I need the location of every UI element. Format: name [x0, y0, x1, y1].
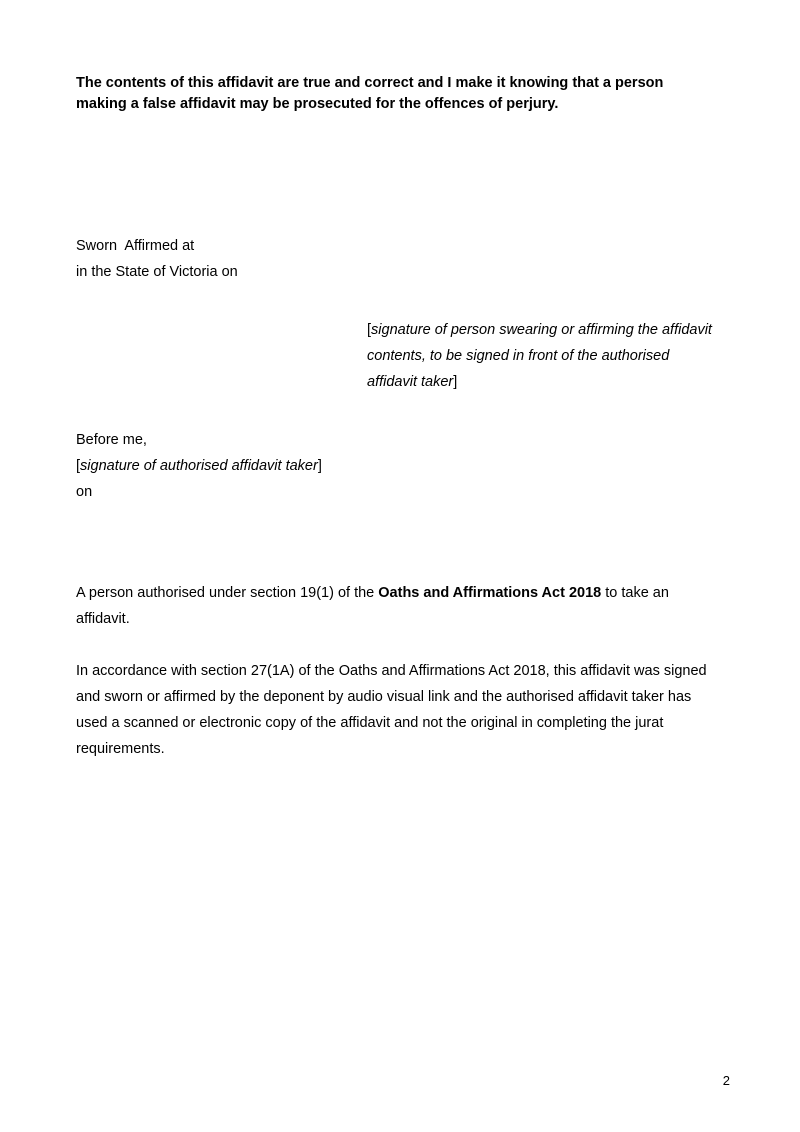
deponent-signature-placeholder [367, 317, 737, 395]
authorised-person-statement [76, 580, 726, 632]
deponent-signature-text-3: affidavit taker [367, 374, 454, 390]
authorised-statement-post: to take an [601, 585, 669, 601]
bracket-open: [ [367, 322, 372, 338]
on-label: on [76, 484, 93, 500]
authorised-signature-placeholder [76, 453, 322, 479]
deponent-signature-text-1: signature of person swearing or affirming the affidavit [371, 322, 712, 338]
affidavit-declaration [76, 73, 716, 115]
before-me-label: Before me, [76, 432, 147, 448]
declaration-line-1: The contents of this affidavit are true and correct and I make it knowing that a person [76, 75, 664, 91]
state-of-victoria-line: in the State of Victoria on [76, 264, 238, 280]
accordance-line-3: used a scanned or electronic copy of the affidavit and not the original in completing the jurat [76, 715, 664, 731]
authorised-signature-text: signature of authorised affidavit taker [80, 458, 318, 474]
bracket-open: [ [76, 458, 81, 474]
deponent-signature-line-1 [367, 317, 737, 343]
audio-visual-link-statement [76, 658, 736, 762]
affirmed-at-text: Affirmed at [124, 238, 195, 254]
accordance-line-1: In accordance with section 27(1A) of the Oaths and Affirmations Act 2018, this affidavit was signed [76, 663, 707, 679]
bracket-close: ] [317, 458, 322, 474]
deponent-signature-text-2: contents, to be signed in front of the authorised [367, 348, 670, 364]
accordance-line-4: requirements. [76, 741, 165, 757]
before-me-block [76, 427, 322, 505]
accordance-line-2: and sworn or affirmed by the deponent by audio visual link and the authorised affidavit taker has [76, 689, 692, 705]
deponent-signature-line-2 [367, 343, 737, 369]
authorised-statement-line-2: affidavit. [76, 611, 130, 627]
sworn-affirmed-line [76, 233, 238, 259]
declaration-line-2: making a false affidavit may be prosecuted for the offences of perjury. [76, 96, 559, 112]
deponent-signature-line-3 [367, 369, 737, 395]
sworn-text: Sworn [76, 238, 118, 254]
bracket-close: ] [453, 374, 458, 390]
jurat-sworn-block [76, 233, 238, 285]
authorised-statement-pre: A person authorised under section 19(1) of the [76, 585, 379, 601]
act-name: Oaths and Affirmations Act 2018 [378, 585, 602, 601]
authorised-statement-line-1 [76, 580, 726, 606]
page-number: 2 [722, 1073, 730, 1088]
